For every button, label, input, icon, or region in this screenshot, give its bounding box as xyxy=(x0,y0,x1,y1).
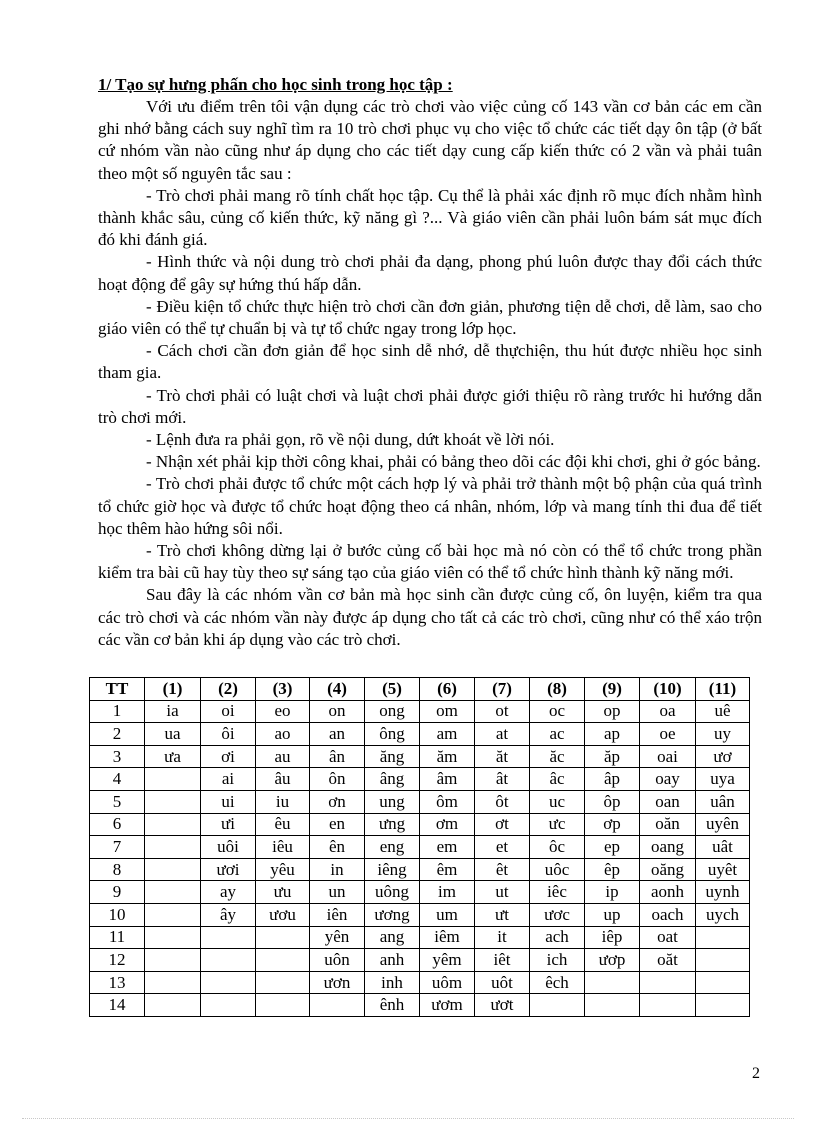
row-number-cell: 11 xyxy=(90,926,145,949)
vowel-cell: ương xyxy=(365,903,420,926)
page-number: 2 xyxy=(752,1065,760,1082)
vowel-cell: oi xyxy=(201,700,256,723)
table-row xyxy=(90,745,750,768)
vowel-cell: uyêt xyxy=(696,858,750,881)
header-cell: (5) xyxy=(365,678,420,701)
vowel-cell: êp xyxy=(585,858,640,881)
vowel-cell: op xyxy=(585,700,640,723)
vowel-cell: ot xyxy=(475,700,530,723)
vowel-cell xyxy=(696,926,750,949)
vowel-cell: âc xyxy=(530,768,585,791)
document-body xyxy=(98,74,762,651)
header-cell: (2) xyxy=(201,678,256,701)
paragraph-rule-3: - Điều kiện tổ chức thực hiện trò chơi cần đơn giản, phương tiện dễ chơi, dễ làm, sao cho giáo viên có thể tự chuẩn bị và tự tổ chức ngay trong lớp học. xyxy=(98,296,762,339)
vowel-cell: um xyxy=(420,903,475,926)
vowel-cell: uc xyxy=(530,790,585,813)
vowel-cell xyxy=(145,813,201,836)
vowel-cell: ua xyxy=(145,723,201,746)
vowel-cell: eng xyxy=(365,836,420,859)
row-number-cell: 2 xyxy=(90,723,145,746)
table-row xyxy=(90,994,750,1017)
vowel-cell: anh xyxy=(365,949,420,972)
vowel-cell: ươp xyxy=(585,949,640,972)
vowel-cell: ươu xyxy=(256,903,310,926)
vowel-cell: ay xyxy=(201,881,256,904)
vowel-cell: ơi xyxy=(201,745,256,768)
vowel-cell xyxy=(145,881,201,904)
vowel-cell: ia xyxy=(145,700,201,723)
vowel-cell xyxy=(696,994,750,1017)
paragraph-intro: Với ưu điểm trên tôi vận dụng các trò chơi vào việc củng cố 143 vần cơ bản các em cần ghi nhớ bằng cách suy nghĩ tìm ra 10 trò chơi phục vụ cho việc tổ chức các tiết dạy ôn tập (ở bất cứ nhóm vần nào cũng như áp dụng cho các tiết dạy cung cấp kiến thức có 2 vần và phải tuân theo một số nguyên tắc sau : xyxy=(98,97,762,183)
header-cell: (6) xyxy=(420,678,475,701)
vowel-cell: ôi xyxy=(201,723,256,746)
vowel-cell: ưc xyxy=(530,813,585,836)
vowel-cell: uât xyxy=(696,836,750,859)
vowel-cell xyxy=(201,994,256,1017)
vowel-cell: uôm xyxy=(420,971,475,994)
row-number-cell: 7 xyxy=(90,836,145,859)
vowel-cell: en xyxy=(310,813,365,836)
row-number-cell: 9 xyxy=(90,881,145,904)
vowel-cell: uya xyxy=(696,768,750,791)
vowel-cell: oăn xyxy=(640,813,696,836)
table-header-row xyxy=(90,678,750,701)
table-row xyxy=(90,949,750,972)
vowel-cell: ich xyxy=(530,949,585,972)
vowel-cell: ap xyxy=(585,723,640,746)
vowel-cell: ưng xyxy=(365,813,420,836)
vowel-cell: uych xyxy=(696,903,750,926)
vowel-cell: yên xyxy=(310,926,365,949)
table-row xyxy=(90,813,750,836)
vowel-cell: ung xyxy=(365,790,420,813)
table-row xyxy=(90,858,750,881)
vowel-cell: iêng xyxy=(365,858,420,881)
row-number-cell: 5 xyxy=(90,790,145,813)
vowel-cell: ông xyxy=(365,723,420,746)
vowel-cell xyxy=(256,971,310,994)
vowel-cell: ăm xyxy=(420,745,475,768)
vowel-cell xyxy=(256,926,310,949)
vowel-cell: ôn xyxy=(310,768,365,791)
vowel-cell: âng xyxy=(365,768,420,791)
vowel-cell xyxy=(145,949,201,972)
vowel-cell xyxy=(256,949,310,972)
vowel-cell: êu xyxy=(256,813,310,836)
vowel-cell: uôn xyxy=(310,949,365,972)
vowel-cell: oc xyxy=(530,700,585,723)
table-row xyxy=(90,926,750,949)
vowel-cell xyxy=(145,926,201,949)
vowel-cell: ôp xyxy=(585,790,640,813)
row-number-cell: 14 xyxy=(90,994,145,1017)
vowel-cell: in xyxy=(310,858,365,881)
vowel-cell: iêp xyxy=(585,926,640,949)
vowel-cell: oăt xyxy=(640,949,696,972)
vowel-cell: uy xyxy=(696,723,750,746)
paragraph-rule-5: - Trò chơi phải có luật chơi và luật chơi phải được giới thiệu rõ ràng trước hi hướng dẫn trò chơi mới. xyxy=(98,385,762,427)
vowel-cell: ơp xyxy=(585,813,640,836)
vowel-cell xyxy=(640,994,696,1017)
paragraph-rule-2: - Hình thức và nội dung trò chơi phải đa dạng, phong phú luôn được thay đổi cách thức hoạt động để gây sự hứng thú hấp dẫn. xyxy=(98,252,762,294)
row-number-cell: 10 xyxy=(90,903,145,926)
vowel-cell xyxy=(530,994,585,1017)
vowel-cell xyxy=(145,768,201,791)
vowel-cell: oai xyxy=(640,745,696,768)
vowel-cell: ươn xyxy=(310,971,365,994)
table-row xyxy=(90,881,750,904)
vowel-cell: ơm xyxy=(420,813,475,836)
vowel-cell: êch xyxy=(530,971,585,994)
table-row xyxy=(90,903,750,926)
vowel-cell xyxy=(145,790,201,813)
vowel-cell: uân xyxy=(696,790,750,813)
vowel-cell: it xyxy=(475,926,530,949)
vowel-cell: iêu xyxy=(256,836,310,859)
table-row xyxy=(90,790,750,813)
vowel-cell: ac xyxy=(530,723,585,746)
vowel-cell: yêu xyxy=(256,858,310,881)
paragraph-rule-8: - Trò chơi phải được tổ chức một cách hợp lý và phải trở thành một bộ phận của quá trình tổ chức giờ học và được tổ chức hoạt động theo cá nhân, nhóm, lớp và mang tính thi đua để tiết học thêm hào hứng sôi nổi. xyxy=(98,474,762,538)
vowel-cell: ep xyxy=(585,836,640,859)
vowel-cell xyxy=(640,971,696,994)
vowel-cell: iêm xyxy=(420,926,475,949)
vowel-cell: ôc xyxy=(530,836,585,859)
paragraph-rule-9: - Trò chơi không dừng lại ở bước củng cố bài học mà nó còn có thể tổ chức trong phần kiểm tra bài cũ hay tùy theo sự sáng tạo của giáo viên có thể tổ chức hình thành kỹ năng mới. xyxy=(98,541,762,583)
row-number-cell: 8 xyxy=(90,858,145,881)
vowel-cell: iêt xyxy=(475,949,530,972)
vowel-cell: ưu xyxy=(256,881,310,904)
header-cell: (11) xyxy=(696,678,750,701)
vowel-cell: yêm xyxy=(420,949,475,972)
vowel-cell: ut xyxy=(475,881,530,904)
vowel-cell: em xyxy=(420,836,475,859)
table-row xyxy=(90,836,750,859)
row-number-cell: 1 xyxy=(90,700,145,723)
vowel-cell: ong xyxy=(365,700,420,723)
vowel-cell: iêc xyxy=(530,881,585,904)
vowel-cell: ăng xyxy=(365,745,420,768)
header-cell: (8) xyxy=(530,678,585,701)
vowel-cell: om xyxy=(420,700,475,723)
vowel-cell xyxy=(201,971,256,994)
vowel-cell: am xyxy=(420,723,475,746)
table-row xyxy=(90,700,750,723)
vowel-cell: ưt xyxy=(475,903,530,926)
vowel-cell: ui xyxy=(201,790,256,813)
header-cell: (9) xyxy=(585,678,640,701)
vowel-cell: oang xyxy=(640,836,696,859)
vowel-cell: oan xyxy=(640,790,696,813)
paragraph-rule-4: - Cách chơi cần đơn giản để học sinh dễ nhớ, dễ thựchiện, thu hút được nhiều học sinh tham gia. xyxy=(98,341,762,383)
vowel-cell: ưi xyxy=(201,813,256,836)
paragraph-rule-1: - Trò chơi phải mang rõ tính chất học tập. Cụ thể là phải xác định rõ mục đích nhằm hình thành khắc sâu, củng cố kiến thức, kỹ năng gì ?... Và giáo viên cần phải luôn bám sát mục đích đó khi đánh giá. xyxy=(98,185,762,250)
header-cell: (1) xyxy=(145,678,201,701)
table-row xyxy=(90,971,750,994)
paragraph-rule-6: - Lệnh đưa ra phải gọn, rõ về nội dung, dứt khoát về lời nói. xyxy=(146,430,555,450)
vowel-cell: ang xyxy=(365,926,420,949)
vowel-cell xyxy=(145,836,201,859)
vowel-cell: âp xyxy=(585,768,640,791)
vowel-cell: oa xyxy=(640,700,696,723)
vowel-cell: ăc xyxy=(530,745,585,768)
vowel-cell: et xyxy=(475,836,530,859)
header-cell: (3) xyxy=(256,678,310,701)
vowel-cell: ôm xyxy=(420,790,475,813)
vowel-cell: oăng xyxy=(640,858,696,881)
vowel-cell: uôi xyxy=(201,836,256,859)
vowel-cell: ôt xyxy=(475,790,530,813)
vowel-cell: im xyxy=(420,881,475,904)
vowel-cell: ach xyxy=(530,926,585,949)
row-number-cell: 6 xyxy=(90,813,145,836)
vowel-cell: uôc xyxy=(530,858,585,881)
vowel-cell: on xyxy=(310,700,365,723)
paragraph-summary: Sau đây là các nhóm vần cơ bản mà học sinh cần được củng cố, ôn luyện, kiểm tra qua các trò chơi và các nhóm vần này được áp dụng cho tất cả các trò chơi, cũng như có thể xáo trộn các vần cơ bản khi áp dụng vào các trò chơi. xyxy=(98,585,762,649)
vowel-cell xyxy=(145,994,201,1017)
vowel-cell: ăp xyxy=(585,745,640,768)
vowel-cell xyxy=(201,949,256,972)
vowel-cell: au xyxy=(256,745,310,768)
vowel-cell: uynh xyxy=(696,881,750,904)
vowel-cell: uê xyxy=(696,700,750,723)
vowel-cell xyxy=(145,903,201,926)
row-number-cell: 4 xyxy=(90,768,145,791)
vowel-cell: ơn xyxy=(310,790,365,813)
vowel-cell: ăt xyxy=(475,745,530,768)
vowel-cell: eo xyxy=(256,700,310,723)
vowel-cell xyxy=(201,926,256,949)
row-number-cell: 12 xyxy=(90,949,145,972)
vowel-cell: inh xyxy=(365,971,420,994)
header-cell: TT xyxy=(90,678,145,701)
vowel-cell: ươt xyxy=(475,994,530,1017)
vowel-cell: ươm xyxy=(420,994,475,1017)
vowel-cell: iên xyxy=(310,903,365,926)
vowel-cell: oach xyxy=(640,903,696,926)
vowel-cell xyxy=(145,858,201,881)
row-number-cell: 3 xyxy=(90,745,145,768)
header-cell: (7) xyxy=(475,678,530,701)
vowel-cell xyxy=(145,971,201,994)
section-heading: 1/ Tạo sự hưng phấn cho học sinh trong học tập : xyxy=(98,75,453,94)
vowel-cell: up xyxy=(585,903,640,926)
header-cell: (10) xyxy=(640,678,696,701)
vowel-cell: oay xyxy=(640,768,696,791)
vowel-cell: aonh xyxy=(640,881,696,904)
vowel-cell xyxy=(310,994,365,1017)
vowel-cell: an xyxy=(310,723,365,746)
vowel-cell: ươ xyxy=(696,745,750,768)
page-bottom-divider xyxy=(22,1118,794,1119)
vowel-cell: ip xyxy=(585,881,640,904)
vowel-groups-table xyxy=(89,677,750,1017)
vowel-cell: âu xyxy=(256,768,310,791)
table-body xyxy=(90,700,750,1016)
vowel-cell: uôt xyxy=(475,971,530,994)
vowel-cell: ênh xyxy=(365,994,420,1017)
row-number-cell: 13 xyxy=(90,971,145,994)
vowel-cell: ươi xyxy=(201,858,256,881)
vowel-cell xyxy=(256,994,310,1017)
vowel-cell: ươc xyxy=(530,903,585,926)
vowel-cell: oe xyxy=(640,723,696,746)
vowel-cell: êt xyxy=(475,858,530,881)
vowel-cell xyxy=(585,971,640,994)
vowel-cell: ao xyxy=(256,723,310,746)
vowel-cell: ên xyxy=(310,836,365,859)
table-row xyxy=(90,768,750,791)
vowel-cell: un xyxy=(310,881,365,904)
table-row xyxy=(90,723,750,746)
vowel-cell: uông xyxy=(365,881,420,904)
vowel-cell: ân xyxy=(310,745,365,768)
vowel-cell: ai xyxy=(201,768,256,791)
vowel-cell: âm xyxy=(420,768,475,791)
vowel-cell: at xyxy=(475,723,530,746)
vowel-cell: ât xyxy=(475,768,530,791)
paragraph-rule-7: - Nhận xét phải kịp thời công khai, phải có bảng theo dõi các đội khi chơi, ghi ở góc bảng. xyxy=(146,452,761,472)
vowel-cell: iu xyxy=(256,790,310,813)
vowel-cell: ưa xyxy=(145,745,201,768)
vowel-cell xyxy=(696,949,750,972)
vowel-cell: êm xyxy=(420,858,475,881)
vowel-cell: uyên xyxy=(696,813,750,836)
vowel-cell: oat xyxy=(640,926,696,949)
header-cell: (4) xyxy=(310,678,365,701)
vowel-cell xyxy=(585,994,640,1017)
vowel-cell: ơt xyxy=(475,813,530,836)
vowel-cell xyxy=(696,971,750,994)
vowel-cell: ây xyxy=(201,903,256,926)
